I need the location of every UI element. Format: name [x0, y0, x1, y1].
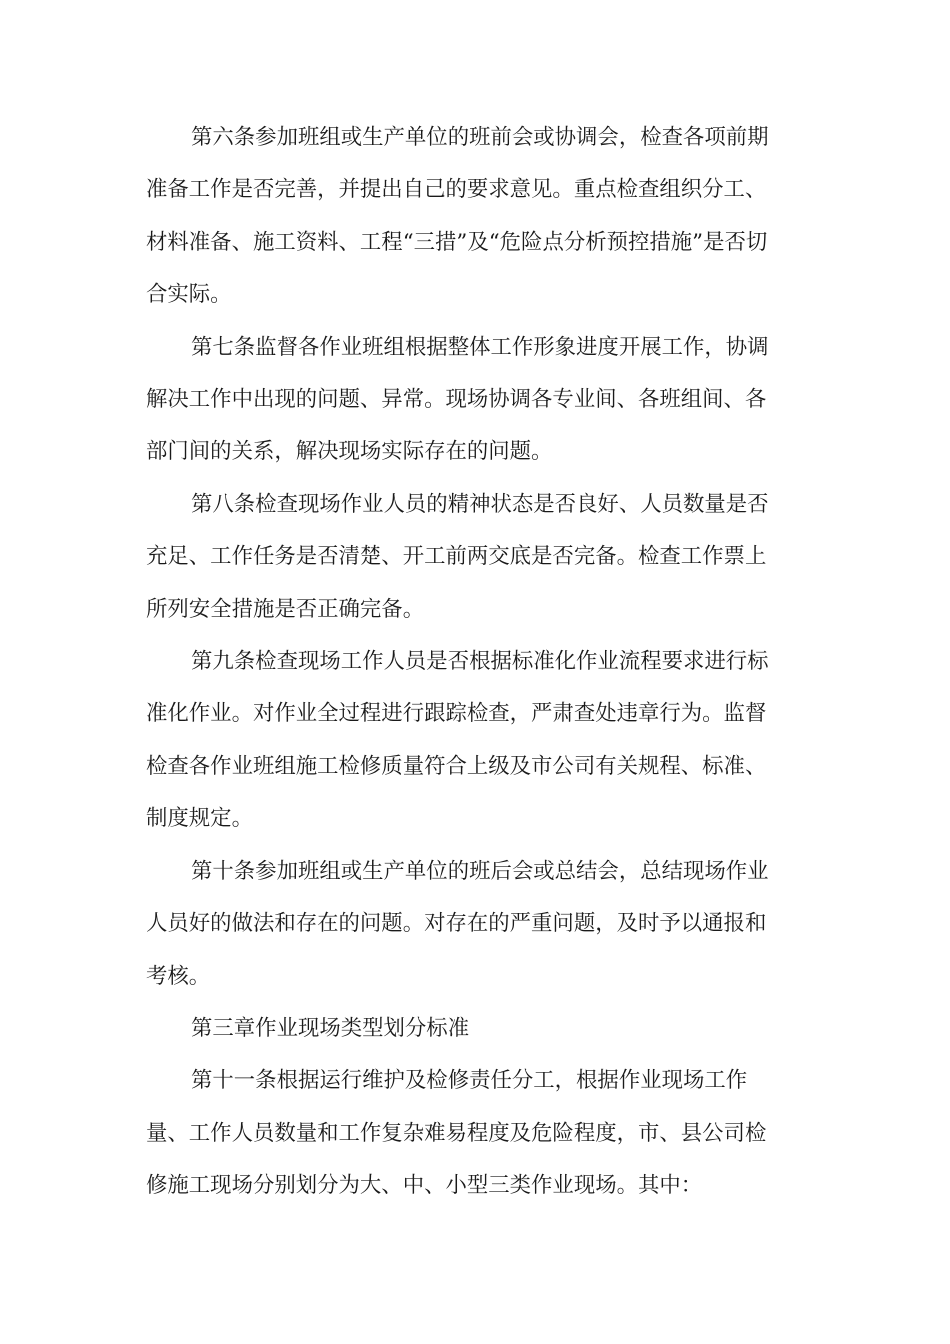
paragraph-article-7: [146, 322, 796, 479]
text-line: 第十条参加班组或生产单位的班后会或总结会，总结现场作业: [191, 858, 769, 884]
text-line: 第六条参加班组或生产单位的班前会或协调会，检查各项前期: [191, 125, 769, 150]
paragraph-article-8: [146, 479, 796, 636]
paragraph-article-11: [146, 1055, 796, 1212]
text-line: 材料准备、施工资料、工程“三措”及“危险点分析预控措施”是否切: [146, 229, 768, 255]
paragraph-article-9: [146, 636, 796, 846]
text-line: 准化作业。对作业全过程进行跟踪检查，严肃查处违章行为。监督: [146, 701, 767, 727]
text-line: 检查各作业班组施工检修质量符合上级及市公司有关规程、标准、: [146, 753, 767, 779]
text-line: 考核。: [146, 963, 211, 989]
text-line: 第九条检查现场工作人员是否根据标准化作业流程要求进行标: [191, 649, 769, 675]
text-line: 部门间的关系，解决现场实际存在的问题。: [146, 439, 553, 465]
text-line: 量、工作人员数量和工作复杂难易程度及危险程度，市、县公司检: [146, 1120, 767, 1146]
text-line: 第十一条根据运行维护及检修责任分工，根据作业现场工作: [191, 1068, 748, 1094]
text-line: 所列安全措施是否正确完备。: [146, 596, 425, 622]
document-body: [146, 112, 796, 1213]
paragraph-article-10: [146, 846, 796, 1003]
text-line: 准备工作是否完善，并提出自己的要求意见。重点检查组织分工、: [146, 177, 767, 203]
text-line: 制度规定。: [146, 806, 253, 832]
text-line: 合实际。: [146, 282, 232, 308]
text-line: 解决工作中出现的问题、异常。现场协调各专业间、各班组间、各: [146, 387, 767, 413]
text-line: 第七条监督各作业班组根据整体工作形象进度开展工作，协调: [191, 334, 769, 360]
text-line: 第八条检查现场作业人员的精神状态是否良好、人员数量是否: [191, 491, 769, 517]
chapter-heading: [146, 1003, 796, 1055]
chapter-title: 第三章作业现场类型划分标准: [191, 1015, 470, 1041]
text-line: 充足、工作任务是否清楚、开工前两交底是否完备。检查工作票上: [146, 544, 767, 570]
text-line: 人员好的做法和存在的问题。对存在的严重问题，及时予以通报和: [146, 911, 767, 937]
text-line: 修施工现场分别划分为大、中、小型三类作业现场。其中：: [146, 1173, 703, 1199]
paragraph-article-6: [146, 112, 796, 322]
